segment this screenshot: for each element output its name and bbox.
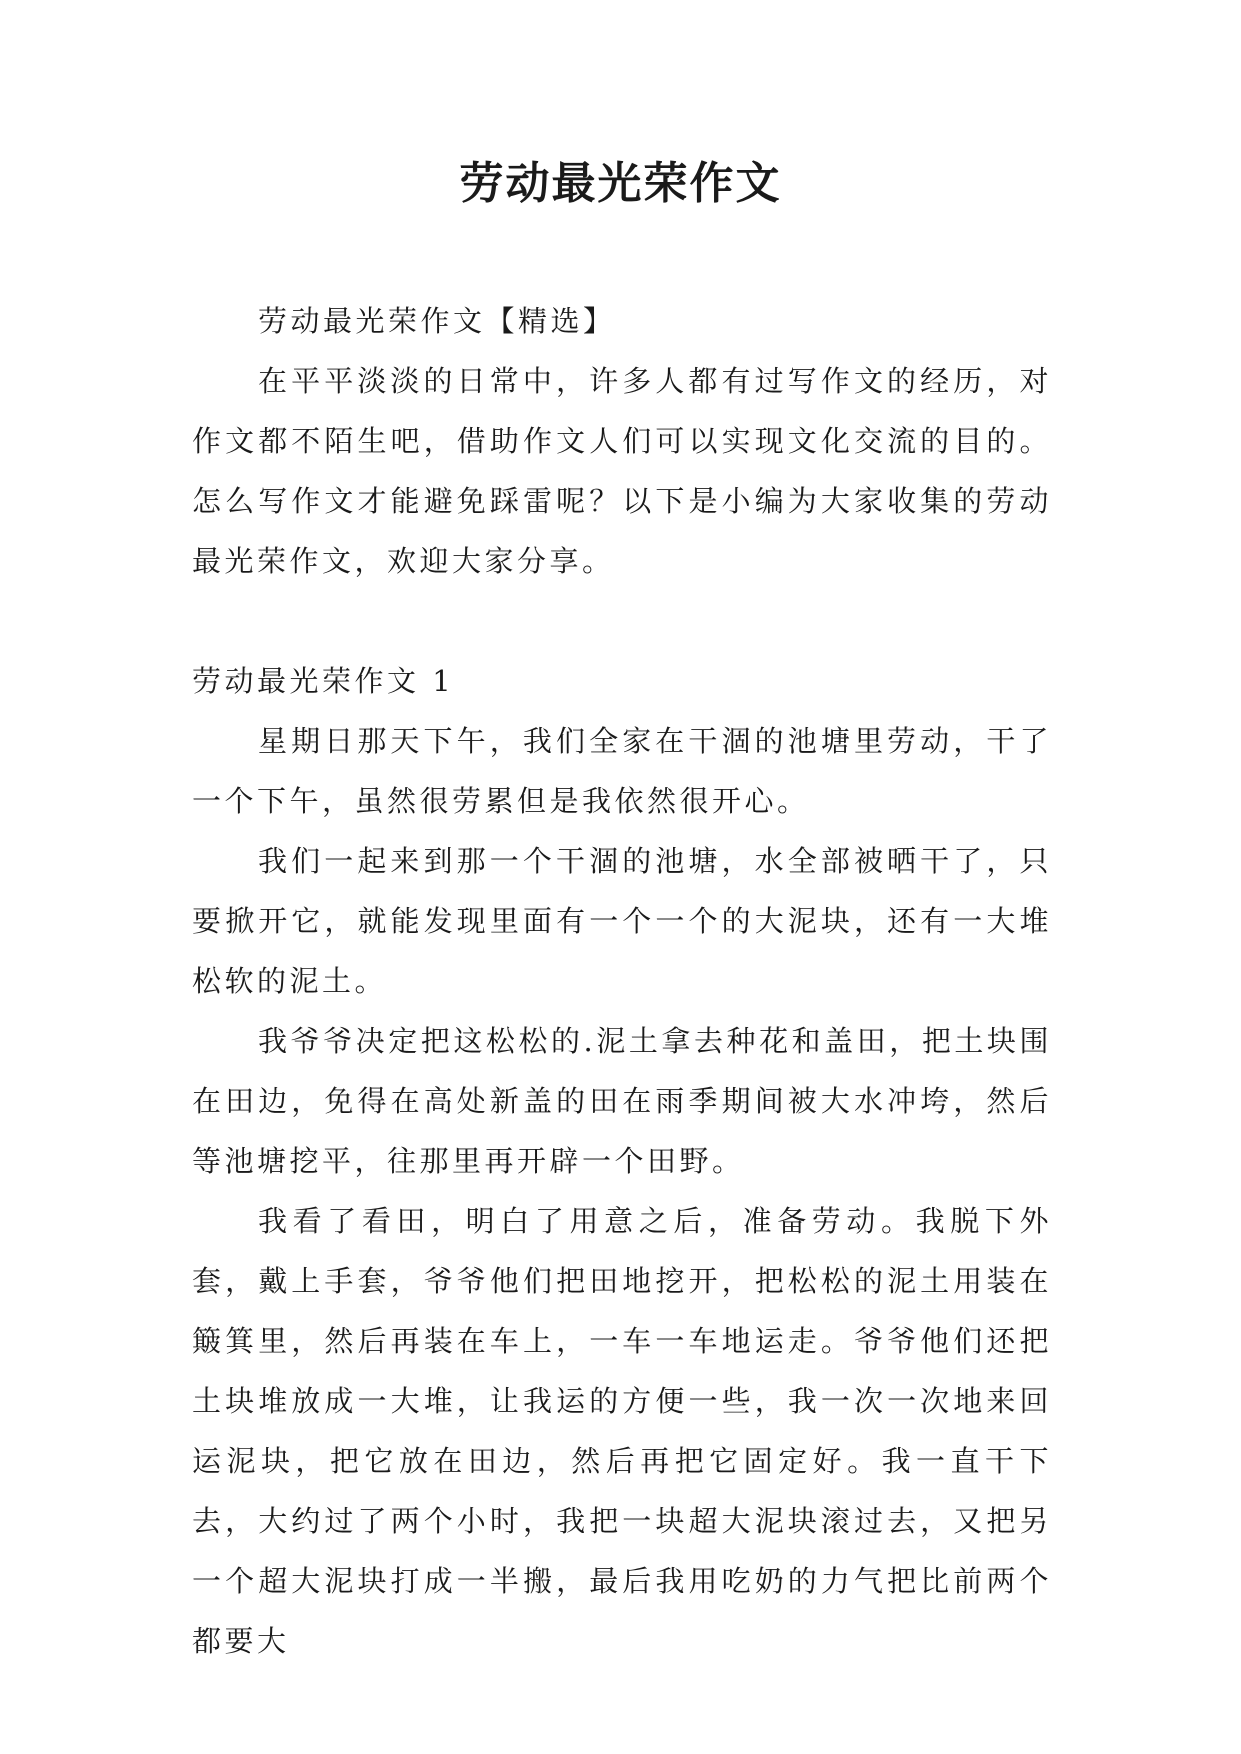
document-title: 劳动最光荣作文	[459, 158, 782, 209]
intro-heading: 劳动最光荣作文【精选】	[258, 304, 616, 338]
document-body	[192, 291, 1052, 1671]
body-paragraph-4: 我看了看田，明白了用意之后，准备劳动。我脱下外套，戴上手套，爷爷他们把田地挖开，把松松的泥土用装在簸箕里，然后再装在车上，一车一车地运走。爷爷他们还把土块堆放成一大堆，让我运的方便一些，我一次一次地来回运泥块，把它放在田边，然后再把它固定好。我一直干下去，大约过了两个小时，我把一块超大泥块滚过去，又把另一个超大泥块打成一半搬，最后我用吃奶的力气把比前两个都要大	[192, 1204, 1052, 1658]
intro-paragraph: 在平平淡淡的日常中，许多人都有过写作文的经历，对作文都不陌生吧，借助作文人们可以实现文化交流的目的。怎么写作文才能避免踩雷呢？以下是小编为大家收集的劳动最光荣作文，欢迎大家分享。	[192, 364, 1052, 578]
section-heading: 劳动最光荣作文 1	[192, 664, 455, 698]
body-paragraph-3: 我爷爷决定把这松松的.泥土拿去种花和盖田，把土块围在田边，免得在高处新盖的田在雨季期间被大水冲垮，然后等池塘挖平，往那里再开辟一个田野。	[192, 1024, 1052, 1178]
body-paragraph-1: 星期日那天下午，我们全家在干涸的池塘里劳动，干了一个下午，虽然很劳累但是我依然很开心。	[192, 724, 1052, 818]
body-paragraph-2: 我们一起来到那一个干涸的池塘，水全部被晒干了，只要掀开它，就能发现里面有一个一个的大泥块，还有一大堆松软的泥土。	[192, 844, 1052, 998]
